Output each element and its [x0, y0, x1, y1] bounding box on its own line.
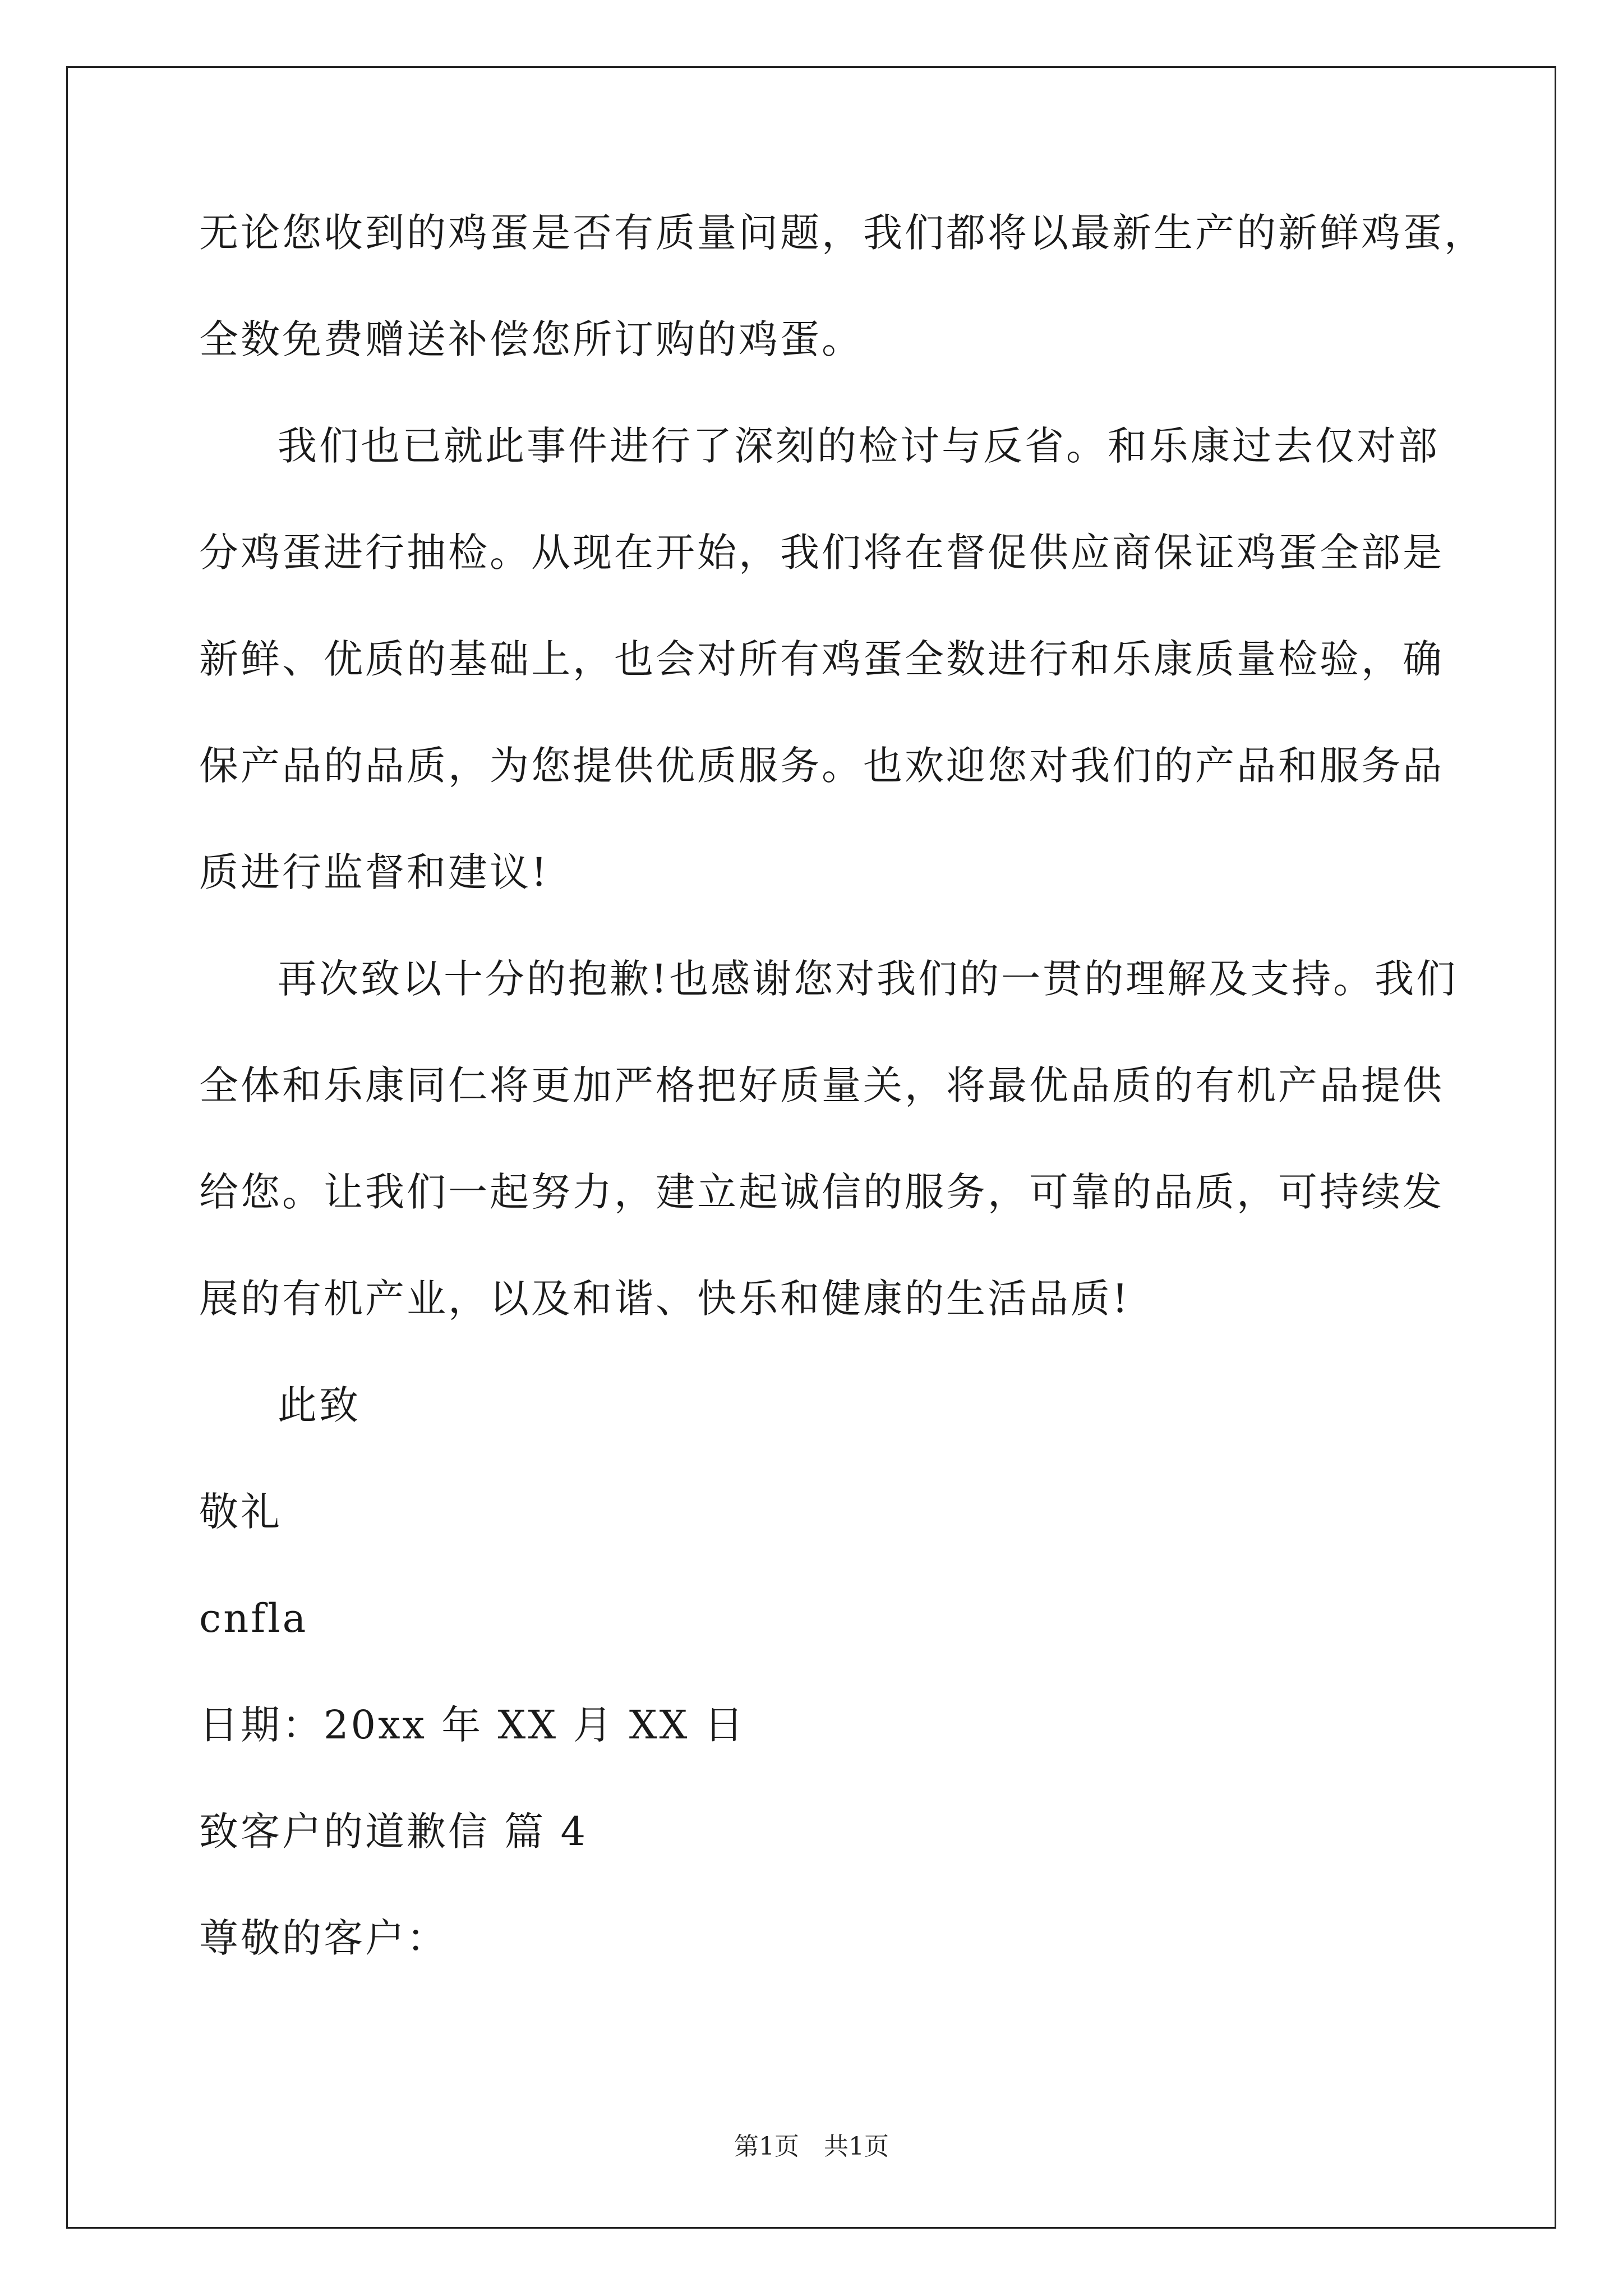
paragraph-2-line-4: 保产品的品质，为您提供优质服务。也欢迎您对我们的产品和服务品	[199, 743, 1444, 789]
paragraph-3-line-4: 展的有机产业，以及和谐、快乐和健康的生活品质!	[199, 1276, 1131, 1322]
paragraph-2-line-5: 质进行监督和建议!	[199, 849, 550, 895]
paragraph-1-line-1: 无论您收到的鸡蛋是否有质量问题，我们都将以最新生产的新鲜鸡蛋，	[199, 210, 1486, 256]
page-border	[66, 66, 1556, 2229]
closing-text: 此致	[278, 1382, 361, 1428]
section-title: 致客户的道歉信 篇 4	[199, 1809, 588, 1855]
paragraph-2-line-3: 新鲜、优质的基础上，也会对所有鸡蛋全数进行和乐康质量检验，确	[199, 636, 1444, 682]
signature-text: cnfla	[199, 1595, 308, 1641]
date-text: 日期：20xx 年 XX 月 XX 日	[199, 1702, 746, 1748]
greeting-text: 尊敬的客户：	[199, 1915, 448, 1961]
page-footer: 第1页 共1页	[734, 2132, 889, 2161]
paragraph-2-line-1: 我们也已就此事件进行了深刻的检讨与反省。和乐康过去仅对部	[278, 423, 1440, 469]
paragraph-1-line-2: 全数免费赠送补偿您所订购的鸡蛋。	[199, 316, 863, 362]
salutation-text: 敬礼	[199, 1489, 282, 1535]
paragraph-3-line-2: 全体和乐康同仁将更加严格把好质量关，将最优品质的有机产品提供	[199, 1062, 1444, 1108]
paragraph-2-line-2: 分鸡蛋进行抽检。从现在开始，我们将在督促供应商保证鸡蛋全部是	[199, 530, 1444, 576]
paragraph-3-line-3: 给您。让我们一起努力，建立起诚信的服务，可靠的品质，可持续发	[199, 1169, 1444, 1215]
paragraph-3-line-1: 再次致以十分的抱歉!也感谢您对我们的一贯的理解及支持。我们	[278, 956, 1458, 1002]
